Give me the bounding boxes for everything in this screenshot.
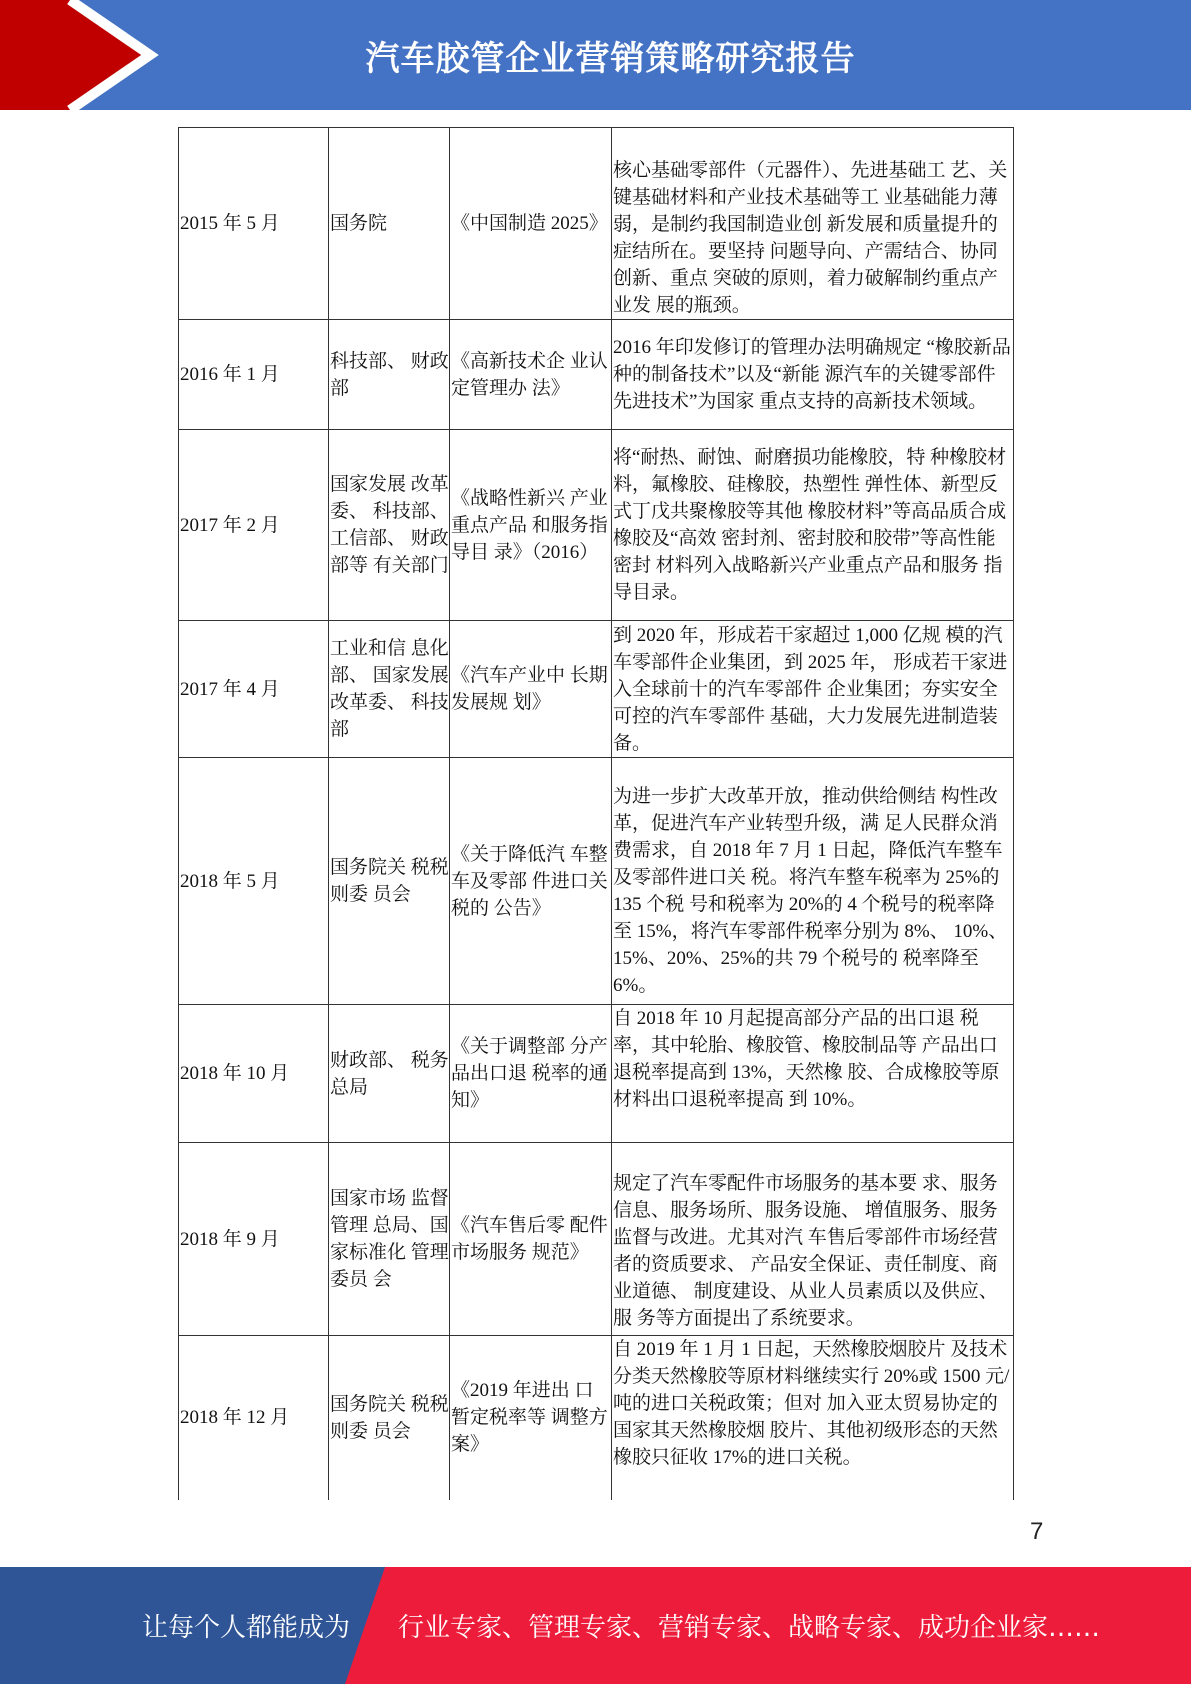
footer-banner [0, 1567, 1191, 1684]
document-cell: 《汽车售后零 配件市场服务 规范》 [450, 1143, 612, 1336]
department-cell: 国家市场 监督管理 总局、国 家标准化 管理委员 会 [329, 1143, 450, 1336]
department-cell: 工业和信 息化部、 国家发展 改革委、 科技部 [329, 621, 450, 758]
content-cell: 为进一步扩大改革开放，推动供给侧结 构性改革，促进汽车产业转型升级，满 足人民群众消费需求，自 2018 年 7 月 1 日起，降低汽车整车及零部件进口关 税。将汽车整车税率为 25%的 135 个税 号和税率为 20%的 4 个税号的税率降至 15%，将汽车零部件税率分别为 8%、 10%、15%、20%、25%的共 79 个税号的 税率降至 6%。 [612, 758, 1014, 1005]
date-cell: 2016 年 1 月 [179, 320, 329, 430]
date-cell: 2018 年 9 月 [179, 1143, 329, 1336]
document-cell: 《战略性新兴 产业重点产品 和服务指导目 录》（2016） [450, 430, 612, 621]
table-row [179, 621, 1014, 758]
content-cell: 自 2018 年 10 月起提高部分产品的出口退 税率，其中轮胎、橡胶管、橡胶制品等 产品出口退税率提高到 13%，天然橡 胶、合成橡胶等原材料出口退税率提高 到 10%。 [612, 1005, 1014, 1143]
table-row [179, 1143, 1014, 1336]
date-cell: 2018 年 12 月 [179, 1336, 329, 1500]
date-cell: 2017 年 2 月 [179, 430, 329, 621]
date-cell: 2018 年 10 月 [179, 1005, 329, 1143]
table-row [179, 320, 1014, 430]
document-cell: 《高新技术企 业认定管理办 法》 [450, 320, 612, 430]
date-cell: 2017 年 4 月 [179, 621, 329, 758]
department-cell: 国务院关 税税则委 员会 [329, 1336, 450, 1500]
page-number: 7 [1030, 1518, 1044, 1545]
content-cell: 自 2019 年 1 月 1 日起，天然橡胶烟胶片 及技术分类天然橡胶等原材料继续实行 20%或 1500 元/吨的进口关税政策；但对 加入亚太贸易协定的国家其天然橡胶烟 胶片、其他初级形态的天然橡胶只征收 17%的进口关税。 [612, 1336, 1014, 1500]
date-cell: 2015 年 5 月 [179, 128, 329, 320]
content-cell: 核心基础零部件（元器件）、先进基础工 艺、关键基础材料和产业技术基础等工 业基础能力薄弱，是制约我国制造业创 新发展和质量提升的症结所在。要坚持 问题导向、产需结合、协同创新、重点 突破的原则，着力破解制约重点产业发 展的瓶颈。 [612, 128, 1014, 320]
department-cell: 国家发展 改革委、 科技部、 工信部、 财政部等 有关部门 [329, 430, 450, 621]
policy-table [178, 127, 1014, 1500]
footer-slogan-right: 行业专家、管理专家、营销专家、战略专家、成功企业家…… [398, 1613, 1101, 1643]
department-cell: 国务院关 税税则委 员会 [329, 758, 450, 1005]
document-cell: 《关于调整部 分产品出口退 税率的通知》 [450, 1005, 612, 1143]
table-row [179, 1005, 1014, 1143]
date-cell: 2018 年 5 月 [179, 758, 329, 1005]
table-row [179, 1336, 1014, 1500]
department-cell: 财政部、 税务总局 [329, 1005, 450, 1143]
header-banner [0, 0, 1191, 110]
document-cell: 《2019 年进出 口暂定税率等 调整方案》 [450, 1336, 612, 1500]
document-cell: 《关于降低汽 车整车及零部 件进口关税的 公告》 [450, 758, 612, 1005]
content-cell: 2016 年印发修订的管理办法明确规定 “橡胶新品种的制备技术”以及“新能 源汽车的关键零部件先进技术”为国家 重点支持的高新技术领域。 [612, 320, 1014, 430]
table-row [179, 758, 1014, 1005]
content-cell: 到 2020 年，形成若干家超过 1,000 亿规 模的汽车零部件企业集团，到 2025 年， 形成若干家进入全球前十的汽车零部件 企业集团；夯实安全可控的汽车零部件 基础，大力发展先进制造装备。 [612, 621, 1014, 758]
department-cell: 国务院 [329, 128, 450, 320]
department-cell: 科技部、 财政部 [329, 320, 450, 430]
document-cell: 《汽车产业中 长期发展规 划》 [450, 621, 612, 758]
document-cell: 《中国制造 2025》 [450, 128, 612, 320]
content-cell: 将“耐热、耐蚀、耐磨损功能橡胶，特 种橡胶材料，氟橡胶、硅橡胶，热塑性 弹性体、新型反式丁戊共聚橡胶等其他 橡胶材料”等高品质合成橡胶及“高效 密封剂、密封胶和胶带”等高性能密封 材料列入战略新兴产业重点产品和服务 指导目录。 [612, 430, 1014, 621]
header-red-arrow [0, 0, 150, 110]
page-title: 汽车胶管企业营销策略研究报告 [365, 38, 856, 79]
table-row [179, 128, 1014, 320]
footer-slogan-left: 让每个人都能成为 [142, 1613, 351, 1643]
table-row [179, 430, 1014, 621]
content-cell: 规定了汽车零配件市场服务的基本要 求、服务信息、服务场所、服务设施、 增值服务、服务监督与改进。尤其对汽 车售后零部件市场经营者的资质要求、 产品安全保证、责任制度、商业道德、 制度建设、从业人员素质以及供应、服 务等方面提出了系统要求。 [612, 1143, 1014, 1336]
